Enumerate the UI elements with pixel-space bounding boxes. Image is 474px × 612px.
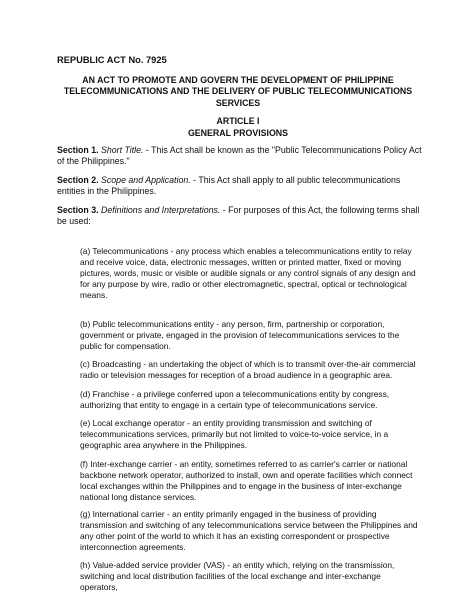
- act-number-heading: REPUBLIC ACT No. 7925: [57, 55, 167, 65]
- definition-item: (g) International carrier - an entity primarily engaged in the business of providing transmission and switching of any telecommunications service between the Philippines and any other point of the world to which it has an existing correspondent or prospective interconnection agreements.: [80, 509, 418, 552]
- act-title-line: AN ACT TO PROMOTE AND GOVERN THE DEVELOPMENT OF PHILIPPINE: [82, 75, 394, 85]
- section-name: Scope and Application.: [101, 175, 191, 185]
- act-title-line: SERVICES: [215, 97, 261, 108]
- section-text: - For purposes of this Act, the following terms shall be used:: [57, 205, 420, 227]
- definition-item: (h) Value-added service provider (VAS) - an entity which, relying on the transmission, switching and local distribution facilities of the local exchange and inter-exchange operators,: [80, 560, 395, 592]
- section-name: Short Title.: [101, 145, 144, 155]
- act-title-line: TELECOMMUNICATIONS AND THE DELIVERY OF PUBLIC TELECOMMUNICATIONS: [63, 86, 413, 97]
- section-name: Definitions and Interpretations.: [101, 205, 221, 215]
- section-number: Section 2.: [57, 175, 99, 185]
- section-text: - This Act shall apply to all public telecommunications entities in the Philippines.: [57, 175, 401, 197]
- section-1: [57, 145, 423, 168]
- definition-item: (f) Inter-exchange carrier - an entity, sometimes referred to as carrier's carrier or national backbone network operator, authorized to install, own and operate facilities which connect local exchanges within the Philippines and to engage in the business of inter-exchange national long distance services.: [80, 459, 413, 502]
- act-title: [60, 75, 416, 109]
- article-heading: [57, 116, 419, 139]
- section-number: Section 3.: [57, 205, 99, 215]
- definition-item: (b) Public telecommunications entity - any person, firm, partnership or corporation, government or private, engaged in the provision of telecommunications services to the public for compensation.: [80, 319, 400, 351]
- section-number: Section 1.: [57, 145, 99, 155]
- section-3: [57, 205, 423, 228]
- definition-item: (c) Broadcasting - an undertaking the object of which is to transmit over-the-air commercial radio or television messages for reception of a broad audience in a geographic area.: [80, 359, 416, 380]
- article-title: GENERAL PROVISIONS: [187, 127, 289, 138]
- definition-item: (d) Franchise - a privilege conferred upon a telecommunications entity by congress, authorizing that entity to engage in a certain type of telecommunications service.: [80, 389, 390, 410]
- section-text: - This Act shall be known as the "Public Telecommunications Policy Act of the Philippines.": [57, 145, 422, 167]
- section-2: [57, 175, 423, 198]
- article-number: ARTICLE I: [216, 116, 260, 126]
- definition-item: (e) Local exchange operator - an entity providing transmission and switching of telecommunications services, primarily but not limited to voice-to-voice service, in a geographic area anywhere in the Philippines.: [80, 418, 389, 450]
- definition-item: (a) Telecommunications - any process which enables a telecommunications entity to relay and receive voice, data, electronic messages, written or printed matter, fixed or moving pictures, words, music or visible or audible signals or any control signals of any design and for any purpose by wire, radio or other electromagnetic, spectral, optical or technological means.: [80, 246, 416, 300]
